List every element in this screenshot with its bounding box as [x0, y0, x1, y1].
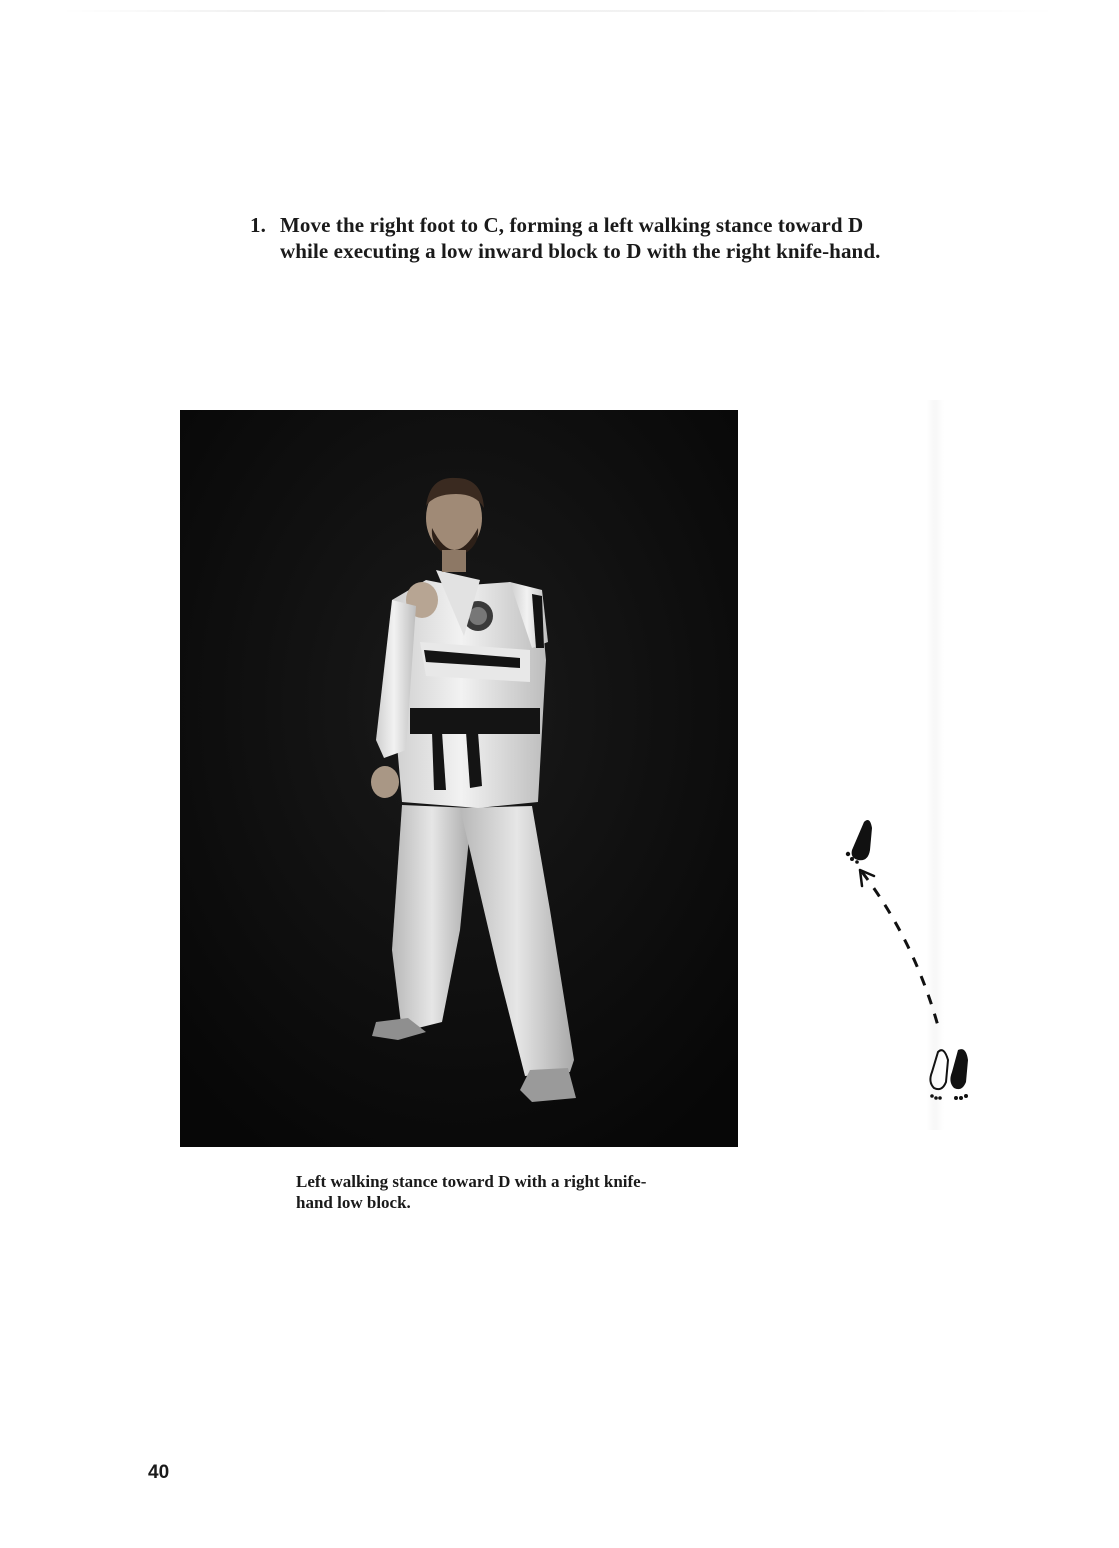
top-scan-rule — [60, 10, 1060, 12]
page-number: 40 — [148, 1462, 170, 1483]
step-instruction — [250, 212, 910, 264]
movement-path — [862, 872, 938, 1026]
start-feet-icon — [930, 1049, 968, 1100]
step-text: Move the right foot to C, forming a left walking stance toward D while executing a low inward block to D with the right knife-hand. — [280, 213, 881, 263]
step-number: 1. — [250, 213, 266, 237]
martial-artist-figure — [180, 410, 738, 1147]
figure-caption: Left walking stance toward D with a right knife-hand low block. — [296, 1172, 647, 1212]
stance-photo — [180, 410, 738, 1147]
foot-movement-diagram — [830, 810, 990, 1110]
destination-foot-icon — [846, 820, 872, 864]
